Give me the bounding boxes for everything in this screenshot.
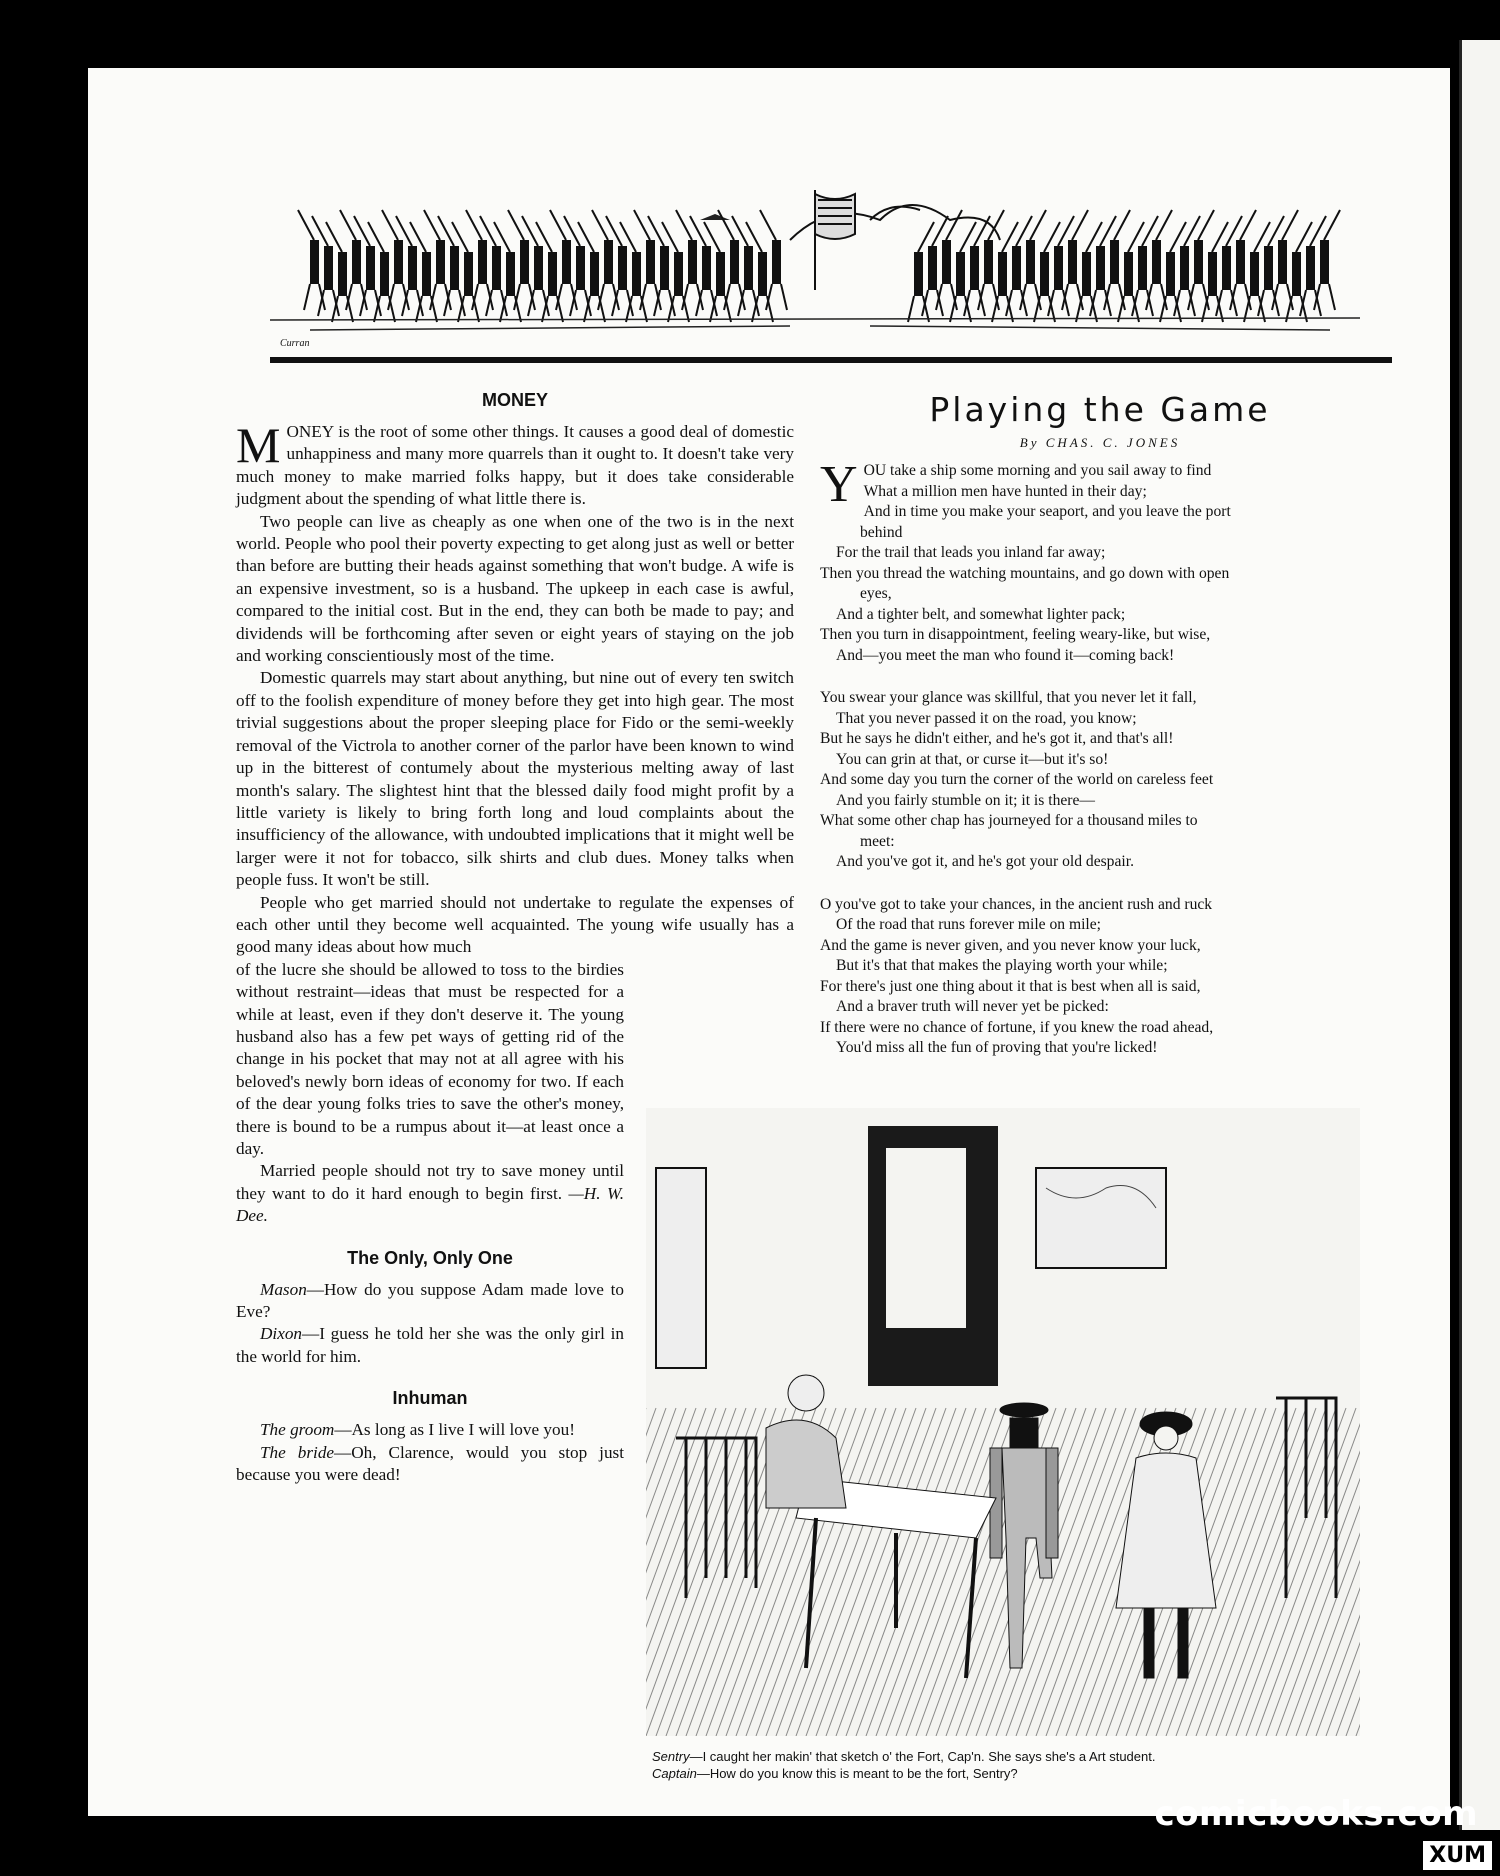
soldier-figure xyxy=(520,240,529,284)
poem-line: eyes, xyxy=(860,585,892,602)
soldier-figure xyxy=(688,240,697,284)
soldier-figure xyxy=(1320,240,1329,284)
soldier-figure xyxy=(942,240,951,284)
poem-line: Then you turn in disappointment, feeling weary-like, but wise, xyxy=(820,626,1211,643)
soldier-figure xyxy=(1040,252,1049,296)
soldier-figure xyxy=(702,246,711,290)
soldier-figure xyxy=(730,240,739,284)
rifle-mark xyxy=(1156,210,1172,240)
rifle-mark xyxy=(760,210,776,240)
soldier-figure xyxy=(1264,246,1273,290)
rifle-mark xyxy=(1030,210,1046,240)
rifle-mark xyxy=(550,210,566,240)
inhuman-speaker-2: The bride xyxy=(260,1442,335,1462)
soldier-figure xyxy=(1250,252,1259,296)
poem-line: You'd miss all the fun of proving that you're licked! xyxy=(836,1039,1158,1056)
rifle-mark xyxy=(676,210,692,240)
soldier-figure xyxy=(436,240,445,284)
rifle-mark xyxy=(1198,210,1214,240)
soldier-figure xyxy=(660,246,669,290)
soldier-figure xyxy=(928,246,937,290)
poem-line: And the game is never given, and you never know your luck, xyxy=(820,936,1201,954)
soldier-figure xyxy=(1180,246,1189,290)
soldier-figure xyxy=(1138,246,1147,290)
rifle-mark xyxy=(1072,210,1088,240)
poem-line: You can grin at that, or curse it—but it's so! xyxy=(836,750,1109,768)
rifle-mark xyxy=(508,210,524,240)
rifle-mark xyxy=(634,210,650,240)
poem-dropcap: Y xyxy=(820,456,858,513)
soldier-figure xyxy=(408,246,417,290)
soldier-figure xyxy=(970,246,979,290)
soldier-figure xyxy=(478,240,487,284)
poem-line: Then you thread the watching mountains, and go down with open xyxy=(820,564,1230,582)
rifle-mark xyxy=(592,210,608,240)
soldier-figure xyxy=(1096,246,1105,290)
poem-line: And in time you make your seaport, and you leave the port xyxy=(863,503,1231,520)
soldier-figure xyxy=(1124,252,1133,296)
poem-line: Of the road that runs forever mile on mile; xyxy=(836,916,1102,933)
rifle-mark xyxy=(1240,210,1256,240)
soldier-figure xyxy=(464,252,473,296)
money-paragraph-2: Two people can live as cheaply as one when one of the two is in the next world. People who pool their poverty expecting to get along just as well or better than before are butting their heads against something that won't budge. A wife is an expensive investment, so is a husband. The upkeep in each case is awful, compared to the initial cost. But in the end, they can both be made to pay; and dividends will be forthcoming after seven or eight years of staying on the job and working conscientiously most of the time. xyxy=(236,511,794,666)
poem-stanza-1 xyxy=(820,456,1380,666)
soldier-figure xyxy=(772,240,781,284)
soldier-figure xyxy=(646,240,655,284)
inhuman-text-2: —Oh, Clarence, would you stop just because you were dead! xyxy=(236,1442,625,1485)
poem-line: behind xyxy=(860,523,903,541)
rifle-mark xyxy=(946,210,962,240)
inhuman-heading: Inhuman xyxy=(392,1388,468,1409)
poem-line: But it's that that makes the playing worth your while; xyxy=(836,957,1168,974)
soldier-figure xyxy=(1082,252,1091,296)
poem-line: And some day you turn the corner of the world on careless feet xyxy=(820,771,1214,788)
only-one-text-1: —How do you suppose Adam made love to Eve? xyxy=(236,1279,624,1322)
cartoon-caption xyxy=(652,1748,1372,1782)
only-one-text-2: —I guess he told her she was the only girl in the world for him. xyxy=(236,1324,624,1366)
soldier-figure xyxy=(1026,240,1035,284)
rifle-mark xyxy=(1114,210,1130,240)
caption-line-2 xyxy=(652,1765,1372,1782)
right-column xyxy=(820,390,1380,1081)
money-paragraph-4a: People who get married should not undertake to regulate the expenses of each other until they become well acquainted. The young wife usually has a good many ideas about how much xyxy=(236,892,794,957)
poem-line: And you've got it, and he's got your old despair. xyxy=(836,853,1134,870)
inhuman-speaker-1: The groom xyxy=(260,1420,335,1440)
soldier-figure xyxy=(492,246,501,290)
soldier-figure xyxy=(984,240,993,284)
poem-title: Playing the Game xyxy=(929,390,1271,429)
poem-stanza-3 xyxy=(820,895,1380,1059)
soldier-figure xyxy=(1166,252,1175,296)
poem-line: But he says he didn't either, and he's got it, and that's all! xyxy=(820,730,1174,747)
xum-badge: XUM xyxy=(1423,1841,1492,1870)
rifle-mark xyxy=(340,210,356,240)
soldier-figure xyxy=(744,246,753,290)
soldier-figure xyxy=(1278,240,1287,284)
soldier-figure xyxy=(366,246,375,290)
poem-line: And a braver truth will never yet be picked: xyxy=(836,998,1109,1015)
soldier-figure xyxy=(590,252,599,296)
soldier-figure xyxy=(1012,246,1021,290)
poem-byline: By CHAS. C. JONES xyxy=(1019,435,1181,450)
money-paragraph-1 xyxy=(236,417,794,511)
banner-rule xyxy=(270,357,1392,363)
inhuman-line-1 xyxy=(236,1419,624,1441)
poem-line: And a tighter belt, and somewhat lighter pack; xyxy=(836,605,1126,623)
poem-body xyxy=(820,456,1380,1059)
money-paragraph-4b: of the lucre she should be allowed to toss to the birdies without restraint—ideas that must be respected for a while at least, even if they don't deserve it. The young husband also has a few pet ways of getting rid of the change in his pocket that may not at all agree with his beloved's newly born ideas of economy for two. If each of the dear young folks tries to save the other's money, there is bound to be a rumpus about it—at least once a day. xyxy=(236,959,624,1158)
caption-text-1: —I caught her makin' that sketch o' the Fort, Cap'n. She says she's a Art student. xyxy=(689,1749,1156,1764)
only-one-heading: The Only, Only One xyxy=(347,1247,513,1268)
soldier-figure xyxy=(310,240,319,284)
soldier-figure xyxy=(618,246,627,290)
rifle-mark xyxy=(298,210,314,240)
cartoon-illustration xyxy=(646,1108,1360,1736)
soldier-figure xyxy=(998,252,1007,296)
soldier-figure xyxy=(324,246,333,290)
soldier-figure xyxy=(914,252,923,296)
only-one-speaker-1: Mason xyxy=(260,1279,307,1299)
poem-line: meet: xyxy=(860,832,895,850)
soldier-figure xyxy=(422,252,431,296)
inhuman-text-1: —As long as I live I will love you! xyxy=(334,1420,575,1440)
rifle-mark xyxy=(382,210,398,240)
money-dropcap: M xyxy=(236,417,281,473)
caption-line-1 xyxy=(652,1748,1372,1765)
soldier-figure xyxy=(338,252,347,296)
soldier-figure xyxy=(1222,246,1231,290)
rifle-mark xyxy=(424,210,440,240)
soldier-figure xyxy=(450,246,459,290)
rifle-mark xyxy=(466,210,482,240)
only-one-line-1 xyxy=(236,1279,624,1324)
poem-line: That you never passed it on the road, you know; xyxy=(836,709,1137,727)
artist-signature: Curran xyxy=(280,338,310,349)
only-one-line-2 xyxy=(236,1323,624,1368)
money-signature: —H. W. Dee. xyxy=(236,1183,624,1226)
poem-line: And you fairly stumble on it; it is there— xyxy=(836,791,1095,809)
soldier-figure xyxy=(674,252,683,296)
poem-line: You swear your glance was skillful, that you never let it fall, xyxy=(820,689,1197,706)
soldier-figure xyxy=(548,252,557,296)
only-one-speaker-2: Dixon xyxy=(260,1324,303,1344)
watermark: comicbooks.com xyxy=(1154,1794,1478,1834)
poem-stanza-2 xyxy=(820,688,1380,873)
rifle-mark xyxy=(718,210,734,240)
poem-line: What a million men have hunted in their day; xyxy=(863,482,1147,500)
soldier-figure xyxy=(758,252,767,296)
poem-line: O you've got to take your chances, in the ancient rush and ruck xyxy=(820,895,1213,913)
poem-line: If there were no chance of fortune, if you knew the road ahead, xyxy=(820,1018,1214,1036)
soldier-figure xyxy=(1068,240,1077,284)
poem-line: OU take a ship some morning and you sail away to find xyxy=(863,462,1212,479)
rifle-mark xyxy=(1282,210,1298,240)
soldier-figure xyxy=(380,252,389,296)
soldier-figure xyxy=(956,252,965,296)
soldier-figure xyxy=(1110,240,1119,284)
poem-line: For the trail that leads you inland far away; xyxy=(836,544,1106,561)
caption-speaker-2: Captain xyxy=(652,1766,697,1781)
soldier-figure xyxy=(1236,240,1245,284)
soldier-figure xyxy=(562,240,571,284)
money-p1-text: ONEY is the root of some other things. It causes a good deal of domestic unhappiness and many more quarrels than it ought to. It doesn't take very much money to make married folks happy, but it does take considerable judgment about the spending of what little there is. xyxy=(236,422,794,509)
soldier-figure xyxy=(1054,246,1063,290)
soldier-figure xyxy=(716,252,725,296)
soldier-figure xyxy=(1292,252,1301,296)
inhuman-line-2 xyxy=(236,1442,624,1487)
soldier-figure xyxy=(604,240,613,284)
soldier-figure xyxy=(1306,246,1315,290)
rifle-mark xyxy=(1324,210,1340,240)
soldier-figure xyxy=(1194,240,1203,284)
money-paragraph-5 xyxy=(236,1160,624,1227)
money-p5-text: Married people should not try to save money until they want to do it hard enough to begin first. xyxy=(236,1161,624,1203)
money-paragraph-3: Domestic quarrels may start about anything, but nine out of every ten switch off to the foolish expenditure of money before they get into high gear. The most trivial suggestions about the proper sleeping place for Fido or the semi-weekly removal of the Victrola to another corner of the parlor have been known to wind up in the bitterest of contumely about the mysterious melting away of last month's salary. The slightest hint that the blessed daily food might profit by a little variety is likely to bring forth long and loud complaints about the insufficiency of the allowance, with undoubted implications that it might well be larger were it not for tobacco, silk shirts and club dues. Money talks when people fuss. It won't be still. xyxy=(236,668,794,890)
money-heading: MONEY xyxy=(481,390,548,410)
soldier-figure xyxy=(1208,252,1217,296)
soldier-figure xyxy=(352,240,361,284)
soldier-figure xyxy=(394,240,403,284)
marching-soldiers-illustration xyxy=(270,180,1360,355)
soldier-figure xyxy=(534,246,543,290)
soldier-figure xyxy=(632,252,641,296)
poem-line: For there's just one thing about it that is best when all is said, xyxy=(820,977,1201,995)
caption-text-2: —How do you know this is meant to be the fort, Sentry? xyxy=(696,1766,1018,1781)
poem-line: What some other chap has journeyed for a thousand miles to xyxy=(820,812,1198,829)
soldier-figure xyxy=(1152,240,1161,284)
facing-page-edge xyxy=(1459,40,1500,1830)
soldier-figure xyxy=(576,246,585,290)
poem-line: And—you meet the man who found it—coming back! xyxy=(836,646,1175,664)
caption-speaker-1: Sentry xyxy=(652,1749,690,1764)
soldier-figure xyxy=(506,252,515,296)
